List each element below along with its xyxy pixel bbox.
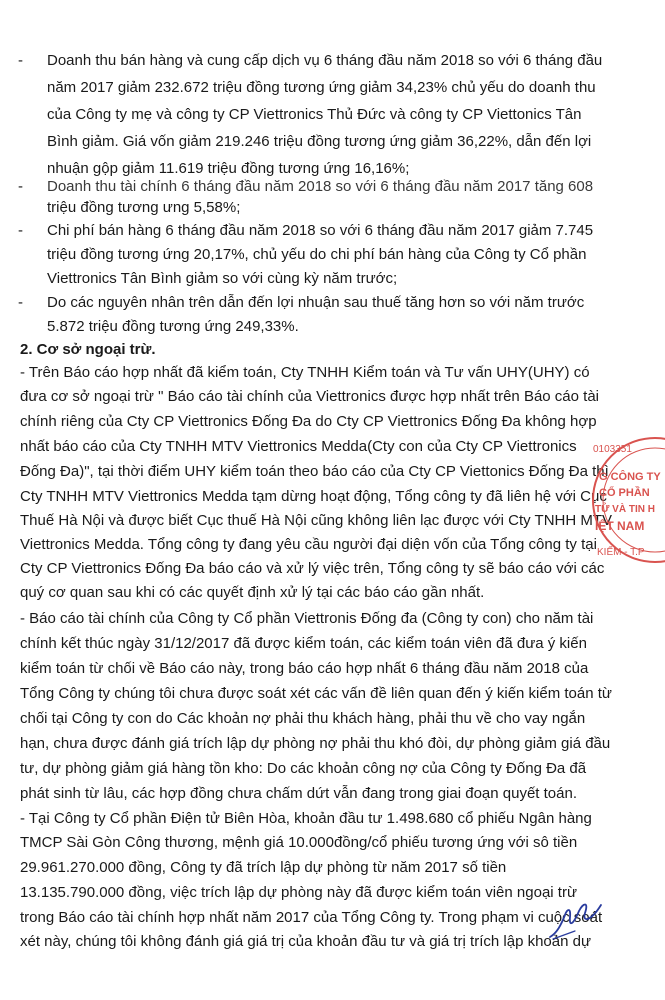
para-2-line-4: Tổng Công ty chúng tôi chưa được soát xét các vấn đề liên quan đến ý kiến kiểm toán từ — [20, 685, 612, 702]
bullet-3-line-3: Viettronics Tân Bình giảm so với cùng kỳ năm trước; — [47, 270, 398, 287]
para-3-line-3: 29.961.270.000 đồng, Công ty đã trích lập dự phòng từ năm 2017 số tiền — [20, 859, 507, 876]
para-1-line-4: nhất báo cáo của Cty TNHH MTV Viettronics Medda(Cty con của Cty CP Viettronics — [20, 438, 577, 455]
para-2-line-2: chính kết thúc ngày 31/12/2017 đã được kiểm toán, các kiểm toán viên đã đưa ý kiến — [20, 635, 587, 652]
bullet-2-line-2: triệu đồng tương ưng 5,58%; — [47, 199, 241, 216]
para-1-line-1: - Trên Báo cáo hợp nhất đã kiểm toán, Cty TNHH Kiểm toán và Tư vấn UHY(UHY) có — [20, 364, 590, 381]
stamp-text-6: KIẾM - T.P — [597, 547, 645, 558]
para-2-line-8: phát sinh từ lâu, các hợp đồng chưa chấm dứt vẫn đang trong giai đoạn quyết toán. — [20, 785, 577, 802]
bullet-4-line-1: Do các nguyên nhân trên dẫn đến lợi nhuận sau thuế tăng hơn so với năm trước — [47, 294, 585, 311]
stamp-text-2: G CÔNG TY — [599, 471, 661, 483]
bullet-marker: - — [18, 294, 23, 311]
para-1-line-3: chính riêng của Cty CP Viettronics Đống Đa do Cty CP Viettronics Đống Đa không hợp — [20, 413, 597, 430]
bullet-1-line-5: nhuận gộp giảm 11.619 triệu đồng tương ứng 16,16%; — [47, 160, 410, 177]
para-1-line-10: quý cơ quan sau khi có các quyết định xử lý tại các báo cáo gần nhất. — [20, 584, 485, 601]
para-2-line-1: - Báo cáo tài chính của Công ty Cổ phần Viettronis Đống đa (Công ty con) cho năm tài — [20, 610, 594, 627]
stamp-text-3: CỔ PHẦN — [599, 487, 650, 499]
company-stamp — [585, 430, 665, 600]
para-2-line-7: tư, dự phòng giảm giá hàng tồn kho: Do các khoản công nợ của Công ty Đống Đa đã — [20, 760, 587, 777]
bullet-1-line-3: của Công ty mẹ và công ty CP Viettronics Thủ Đức và công ty CP Viettonics Tân — [47, 106, 582, 123]
bullet-marker: - — [18, 52, 23, 69]
para-3-line-6: xét này, chúng tôi không đánh giá giá trị của khoản đầu tư và giá trị trích lập khoản dự — [20, 933, 591, 950]
para-2-line-5: chối tại Công ty con do Các khoản nợ phải thu khách hàng, phải thu về cho vay ngắn — [20, 710, 586, 727]
para-1-line-2: đưa cơ sở ngoại trừ " Báo cáo tài chính của Viettronics được hợp nhất trên Báo cáo tài — [20, 388, 599, 405]
bullet-3-line-2: triệu đồng tương ứng 20,17%, chủ yếu do chi phí bán hàng của Công ty Cổ phần — [47, 246, 587, 263]
para-3-line-5: trong Báo cáo tài chính hợp nhất năm 2017 của Tổng Công ty. Trong phạm vi cuộc soát — [20, 909, 603, 926]
para-3-line-1: - Tại Công ty Cổ phần Điện tử Biên Hòa, khoản đầu tư 1.498.680 cổ phiếu Ngân hàng — [20, 810, 592, 827]
para-1-line-8: Viettronics Medda. Tổng công ty đang yêu cầu người đại diện vốn của Tổng công ty tại — [20, 536, 597, 553]
stamp-text-1: 0103351 — [593, 444, 632, 455]
stamp-text-4: TỬ VÀ TIN H — [595, 504, 655, 515]
bullet-3-line-1: Chi phí bán hàng 6 tháng đầu năm 2018 so với 6 tháng đầu năm 2017 giảm 7.745 — [47, 222, 594, 239]
section-heading: 2. Cơ sở ngoại trừ. — [20, 341, 156, 358]
bullet-4-line-2: 5.872 triệu đồng tương ứng 249,33%. — [47, 318, 299, 335]
para-1-line-9: Cty CP Viettronics Đống Đa báo cáo và xử lý việc trên, Tổng công ty sẽ báo cáo với các — [20, 560, 605, 577]
bullet-2-line-1: Doanh thu tài chính 6 tháng đầu năm 2018 so với 6 tháng đầu năm 2017 tăng 608 — [47, 178, 594, 195]
para-1-line-5: Đống Đa)", tại thời điểm UHY kiểm toán theo báo cáo của Cty CP Viettonics Đống Đa thì — [20, 463, 609, 480]
stamp-text-5: IỆT NAM — [595, 519, 645, 533]
bullet-1-line-1: Doanh thu bán hàng và cung cấp dịch vụ 6 tháng đầu năm 2018 so với 6 tháng đầu — [47, 52, 603, 69]
para-3-line-2: TMCP Sài Gòn Công thương, mệnh giá 10.000đồng/cổ phiếu tương ứng với sô tiền — [20, 834, 578, 851]
bullet-marker: - — [18, 222, 23, 239]
bullet-1-line-2: năm 2017 giảm 232.672 triệu đồng tương ứng giảm 34,23% chủ yếu do doanh thu — [47, 79, 596, 96]
para-1-line-6: Cty TNHH MTV Viettronics Medda tạm dừng hoạt động, Tổng công ty đã liên hệ với Cục — [20, 488, 607, 505]
para-1-line-7: Thuế Hà Nội và được biết Cục thuế Hà Nội cũng không liên lạc được với Cty TNHH MTV — [20, 512, 613, 529]
signature — [545, 895, 605, 945]
para-2-line-6: hạn, chưa được đánh giá trích lập dự phòng nợ phải thu khó đòi, dự phòng giảm giá đầu — [20, 735, 611, 752]
para-3-line-4: 13.135.790.000 đồng, việc trích lập dự phòng này đã được kiểm toán viên ngoại trừ — [20, 884, 577, 901]
bullet-marker: - — [18, 178, 23, 195]
bullet-1-line-4: Bình giảm. Giá vốn giảm 219.246 triệu đồng tương ứng giảm 36,22%, dẫn đến lợi — [47, 133, 592, 150]
para-2-line-3: kiểm toán từ chối về Báo cáo này, trong báo cáo hợp nhất 6 tháng đầu năm 2018 của — [20, 660, 589, 677]
